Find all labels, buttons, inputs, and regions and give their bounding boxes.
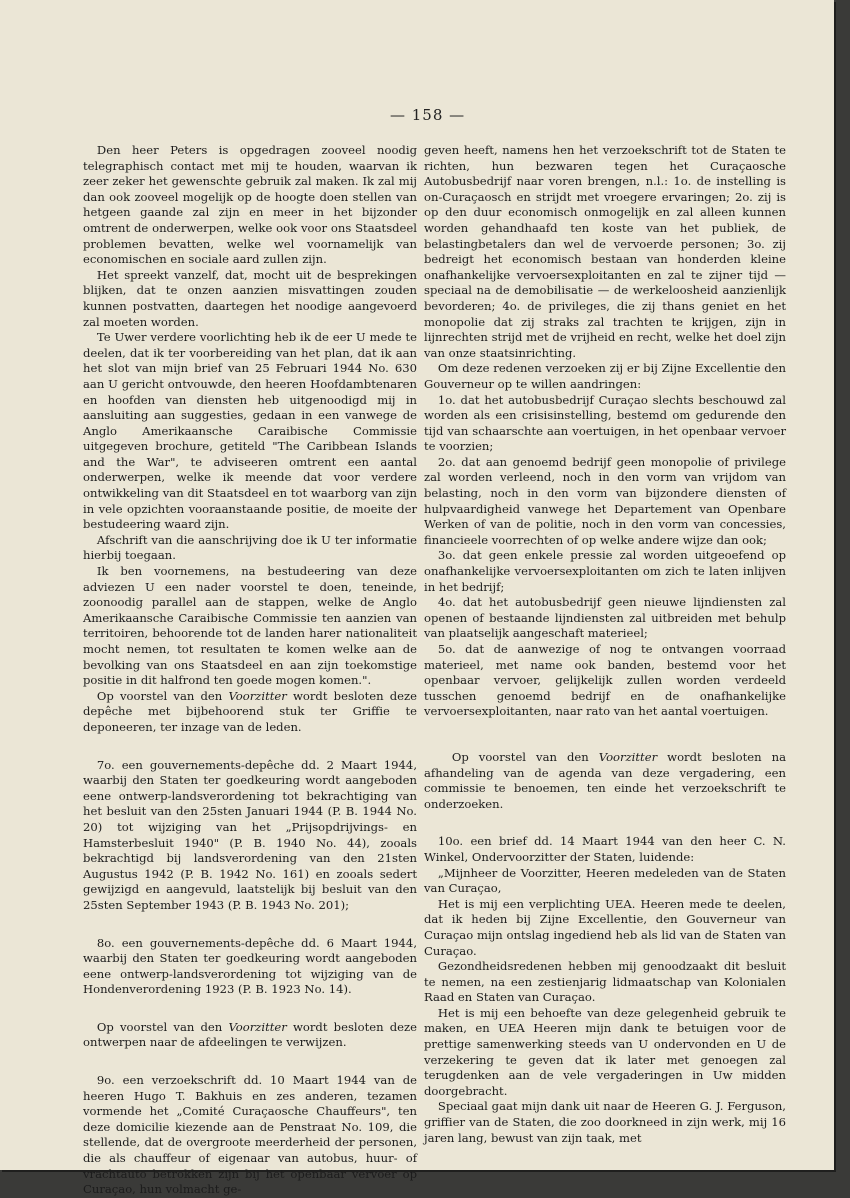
paragraph: Te Uwer verdere voorlichting heb ik de eer U mede te deelen, dat ik ter voorbereiding van het plan, dat ik aan het slot van mijn brief van 25 Februari 1944 No. 630 aan U gericht ontvouwde, den heeren Hoofdambtenaren en hoofden van diensten heb uitgenoodigd mij in aansluiting aan suggesties, gedaan in een vanwege de Anglo Amerikaansche Caraibische Commissie uitgegeven brochure, getiteld "The Caribbean Islands and the War", te adviseeren omtrent een aantal onderwerpen, welke ik meende dat voor verdere ontwikkeling van dit Staatsdeel en tot waarborg van zijn in vele opzichten vooraanstaande positie, de moeite der bestudeering waard zijn. [83,330,417,532]
list-item: 1o. dat het autobusbedrijf Curaçao slechts beschouwd zal worden als een crisisinstelling, bestemd om gedurende den tijd van schaarschte aan voertuigen, in het openbaar vervoer te voorzien; [424,392,786,454]
paragraph: Afschrift van die aanschrijving doe ik U ter informatie hierbij toegaan. [83,532,417,563]
agenda-item-8: 8o. een gouvernements-depêche dd. 6 Maart 1944, waarbij den Staten ter goedkeuring wordt aangeboden eene ontwerp-landsverordening tot wijziging van de Hondenverordening 1923 (P. B. 1923 No. 14). [83,935,417,997]
letter-paragraph: Speciaal gaat mijn dank uit naar de Heeren G. J. Ferguson, griffier van de Staten, die zoo doorkneed in zijn werk, mij 16 jaren lang, bewust van zijn taak, met [424,1099,786,1145]
letter-salutation: „Mijnheer de Voorzitter, Heeren medeleden van de Staten van Curaçao, [424,865,786,896]
text-run: Op voorstel van den [451,749,599,764]
right-column [424,143,786,1146]
decision-paragraph [83,1020,417,1051]
letter-paragraph: Het is mij een behoefte van deze gelegenheid gebruik te maken, en UEA Heeren mijn dank te betuigen voor de prettige samenwerking steeds van U ondervonden en U de verzekering te geven dat ik later met genoegen zal terugdenken aan de vele vergaderingen in Uw midden doorgebracht. [424,1005,786,1098]
agenda-item-9: 9o. een verzoekschrift dd. 10 Maart 1944 van de heeren Hugo T. Bakhuis en zes anderen, tezamen vormende het „Comité Curaçaosche Chauffeurs", ten deze domicilie kiezende aan de Penstraat No. 109, die stellende, dat de overgroote meerderheid der personen, die als chauffeur of eigenaar van autobus, huur- of vrachtauto betrokken zijn bij het openbaar vervoer op Curaçao, hun volmacht ge- [83,1073,417,1197]
page-number: — 158 — [390,106,466,124]
paragraph: Het spreekt vanzelf, dat, mocht uit de besprekingen blijken, dat te onzen aanzien misvattingen zouden kunnen postvatten, daartegen het noodige aangevoerd zal moeten worden. [83,267,417,329]
decision-paragraph [424,750,786,812]
letter-paragraph: Het is mij een verplichting UEA. Heeren mede te deelen, dat ik heden bij Zijne Excellentie, den Gouverneur van Curaçao mijn ontslag ingediend heb als lid van de Staten van Curaçao. [424,896,786,958]
paragraph: geven heeft, namens hen het verzoekschrift tot de Staten te richten, hun bezwaren tegen het Curaçaosche Autobusbedrijf naar voren brengen, n.l.: 1o. de instelling is on-Curaçaosch en strijdt met vroegere ervaringen; 2o. zij is op den duur economisch onmogelijk en zal alleen kunnen worden gehandhaafd ten koste van het publiek, de belastingbetalers dan wel de vervoerde personen; 3o. zij bedreigt het economisch bestaan van honderden kleine onafhankelijke vervoersexploitanten en zal te zijner tijd — speciaal na de demobilisatie — de werkeloosheid aanzienlijk bevorderen; 4o. de privileges, die zij thans geniet en het monopolie dat zij straks zal trachten te krijgen, zijn in lijnrechten strijd met de vrijheid en recht, welke het doel zijn van onze staatsinrichting. [424,143,786,360]
paragraph: Ik ben voornemens, na bestudeering van deze adviezen U een nader voorstel te doen, teneinde, zoonoodig parallel aan de stappen, welke de Anglo Amerikaansche Caraibische Commissie ten aanzien van territoiren, behoorende tot de landen harer nationaliteit mocht nemen, tot resultaten te komen welke aan de bevolking van ons Staatsdeel en aan zijn toekomstige positie in dit halfrond ten goede mogen komen.". [83,564,417,688]
text-run: wordt besloten na afhandeling van de agenda van deze vergadering, een commissie te benoemen, ten einde het verzoekschrift te onderzoeken. [424,749,787,811]
decision-paragraph [83,689,417,736]
paragraph: Den heer Peters is opgedragen zooveel noodig telegraphisch contact met mij te houden, waarvan ik zeer zeker het gewenschte gebruik zal maken. Ik zal mij dan ook zooveel mogelijk op de hoogte doen stellen van hetgeen gaande zal zijn en meer in het bijzonder omtrent de onderwerpen, welke ook voor ons Staatsdeel problemen bevatten, welke wel voornamelijk van economischen en sociale aard zullen zijn. [83,143,417,267]
agenda-item-7: 7o. een gouvernements-depêche dd. 2 Maart 1944, waarbij den Staten ter goedkeuring wordt aangeboden eene ontwerp-landsverordening tot bekrachtiging van het besluit van den 25sten Januari 1944 (P. B. 1944 No. 20) tot wijziging van het „Prijsopdrijvings- en Hamsterbesluit 1940" (P. B. 1940 No. 44), zooals bekrachtigd bij landsverordening van den 21sten Augustus 1942 (P. B. 1942 No. 161) en zooals sedert gewijzigd en aangevuld, laatstelijk bij besluit van den 25sten September 1943 (P. B. 1943 No. 201); [83,757,417,912]
emphasis: Voorzitter [598,749,658,764]
list-item: 4o. dat het autobusbedrijf geen nieuwe lijndiensten zal openen of bestaande lijndiensten zal uitbreiden met behulp van plaatselijk aangeschaft materieel; [424,595,786,641]
left-column [83,143,417,1198]
list-item: 2o. dat aan genoemd bedrijf geen monopolie of privilege zal worden verleend, noch in den vorm van vrijdom van belasting, noch in den vorm van bijzondere diensten of hulpvaardigheid vanwege het Departement van Openbare Werken of van de politie, noch in den vorm van concessies, financieele voorrechten of op welke andere wijze dan ook; [424,454,786,547]
agenda-item-10: 10o. een brief dd. 14 Maart 1944 van den heer C. N. Winkel, Ondervoorzitter der Staten, luidende: [424,834,786,864]
list-item: 5o. dat de aanwezige of nog te ontvangen voorraad materieel, met name ook banden, bestemd voor het openbaar vervoer, gelijkelijk zullen worden verdeeld tusschen genoemd bedrijf en de onafhankelijke vervoersexploitanten, naar rato van het aantal voertuigen. [424,642,786,719]
text-run: Op voorstel van den [96,1019,229,1034]
list-item: 3o. dat geen enkele pressie zal worden uitgeoefend op onafhankelijke vervoersexploitanten om zich te laten inlijven in het bedrijf; [424,548,786,594]
text-run: wordt besloten deze ontwerpen naar de afdeelingen te verwijzen. [83,1019,417,1050]
letter-paragraph: Gezondheidsredenen hebben mij genoodzaakt dit besluit te nemen, na een zestienjarig lidmaatschap van Kolonialen Raad en Staten van Curaçao. [424,959,786,1005]
text-run: wordt besloten deze depêche met bijbehoorend stuk ter Griffie te deponeeren, ter inzage van de leden. [83,688,417,734]
emphasis: Voorzitter [228,1019,287,1034]
paragraph: Om deze redenen verzoeken zij er bij Zijne Excellentie den Gouverneur op te willen aandringen: [424,361,786,391]
text-run: Op voorstel van den [96,688,229,703]
emphasis: Voorzitter [228,688,287,703]
